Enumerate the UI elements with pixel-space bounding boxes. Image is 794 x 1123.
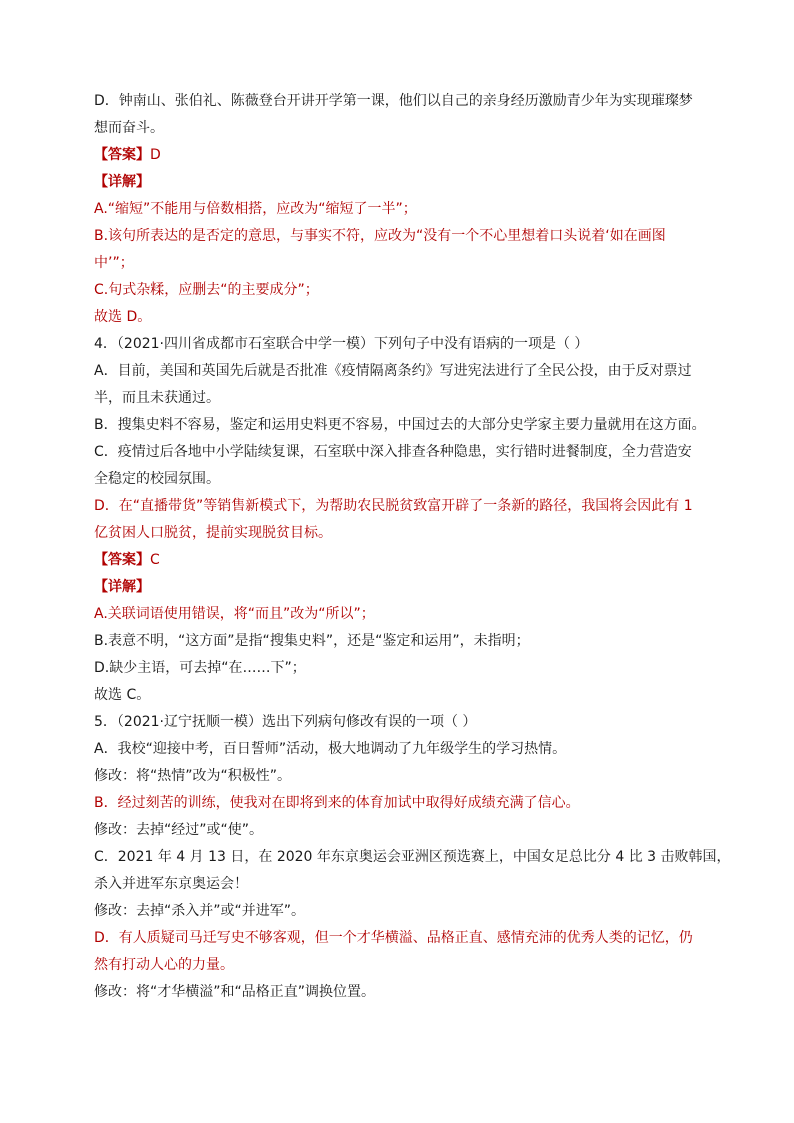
q3-option-d-line1: D．钟南山、张伯礼、陈薇登台开讲开学第一课，他们以自己的亲身经历激励青少年为实现璀璨梦 [94,93,693,109]
q3-detail-label: 【详解】 [94,174,150,190]
q4-stem: 4．（2021·四川省成都市石室联合中学一模）下列句子中没有语病的一项是（ ） [94,336,589,352]
q4-option-c-line1: C．疫情过后各地中小学陆续复课，石室联中深入排查各种隐患，实行错时进餐制度，全力营造安 [94,444,692,460]
q3-option-d-line2: 想而奋斗。 [94,120,164,136]
q4-explain-b: B.表意不明，“这方面”是指“搜集史料”，还是“鉴定和运用”，未指明； [94,633,530,649]
answer-value: C [150,552,160,568]
q3-conclusion: 故选 D。 [94,309,152,325]
answer-value: D [150,147,161,163]
q4-detail-label: 【详解】 [94,579,150,595]
q5-fix-b: 修改：去掉“经过”或“使”。 [94,822,264,838]
q5-fix-d: 修改：将“才华横溢”和“品格正直”调换位置。 [94,984,376,1000]
q5-option-d-line1: D．有人质疑司马迁写史不够客观，但一个才华横溢、品格正直、感情充沛的优秀人类的记忆，仍 [94,930,693,946]
q4-option-c-line2: 全稳定的校园氛围。 [94,471,220,487]
q5-option-c-line1: C．2021 年 4 月 13 日，在 2020 年东京奥运会亚洲区预选赛上，中国女足总比分 4 比 3 击败韩国， [94,849,731,865]
q5-option-b: B．经过刻苦的训练，使我对在即将到来的体育加试中取得好成绩充满了信心。 [94,795,580,811]
answer-label: 【答案】 [94,552,150,568]
q4-option-d-line1: D．在“直播带货”等销售新模式下，为帮助农民脱贫致富开辟了一条新的路径，我国将会因此有 1 [94,498,693,514]
answer-label: 【答案】 [94,147,150,163]
q4-answer [94,547,704,574]
q5-fix-a: 修改：将“热情”改为“积极性”。 [94,768,292,784]
q5-fix-c: 修改：去掉“杀入并”或“并进军”。 [94,903,306,919]
q4-explain-d: D.缺少主语，可去掉“在……下”； [94,660,306,676]
q3-explain-c: C.句式杂糅，应删去“的主要成分”； [94,282,319,298]
q4-option-a-line1: A．目前，美国和英国先后就是否批准《疫情隔离条约》写进宪法进行了全民公投，由于反对票过 [94,363,692,379]
q4-explain-a: A.关联词语使用错误，将“而且”改为“所以”； [94,606,375,622]
q4-option-a-line2: 半，而且未获通过。 [94,390,220,406]
q3-explain-a: A.“缩短”不能用与倍数相搭，应改为“缩短了一半”； [94,201,417,217]
q5-option-c-line2: 杀入并进军东京奥运会！ [94,876,248,892]
q4-conclusion: 故选 C。 [94,687,151,703]
q5-option-a: A．我校“迎接中考，百日誓师”活动，极大地调动了九年级学生的学习热情。 [94,741,567,757]
q3-explain-b-line1: B.该句所表达的是否定的意思，与事实不符，应改为“没有一个不心里想着口头说着‘如在画图 [94,228,666,244]
q4-option-b: B．搜集史料不容易，鉴定和运用史料更不容易，中国过去的大部分史学家主要力量就用在这方面。 [94,417,706,433]
document-page [94,88,731,1006]
q5-option-d-line2: 然有打动人心的力量。 [94,957,234,973]
q3-answer [94,142,704,169]
q4-option-d-line2: 亿贫困人口脱贫，提前实现脱贫目标。 [94,525,332,541]
q5-stem: 5．（2021·辽宁抚顺一模）选出下列病句修改有误的一项（ ） [94,714,477,730]
q3-explain-b-line2: 中’”； [94,255,134,271]
